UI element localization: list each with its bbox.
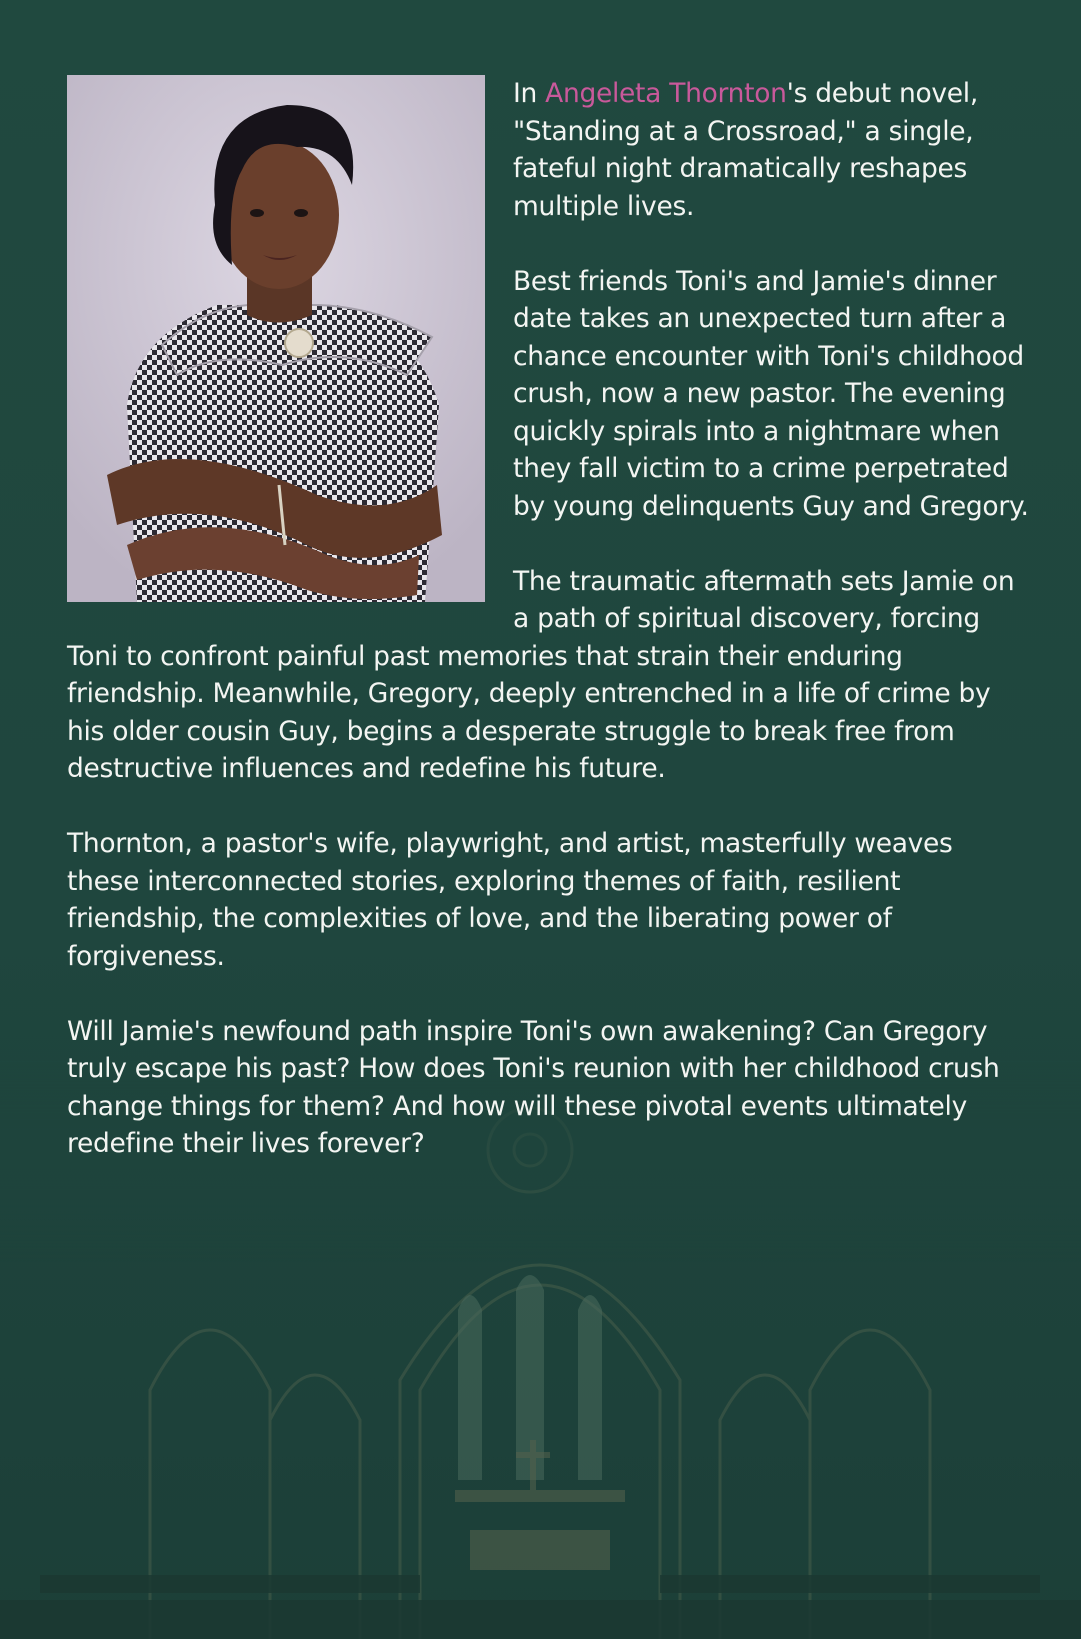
intro-suffix: 's debut novel, "Standing at a Crossroad," a single, fateful night dramatically reshapes multiple lives. [513, 78, 978, 222]
book-description [67, 75, 1032, 1163]
paragraph-questions: Will Jamie's newfound path inspire Toni's own awakening? Can Gregory truly escape his past? How does Toni's reunion with her childhood crush change things for them? And how will these pivotal events ultimately redefine their lives forever? [67, 1015, 1000, 1159]
paragraph-aftermath: The traumatic aftermath sets Jamie on a path of spiritual discovery, forcing Toni to confront painful past memories that strain their enduring friendship. Meanwhile, Gregory, deeply entrenched in a life of crime by his older cousin Guy, begins a desperate struggle to break free from destructive influences and redefine his future. [67, 565, 1015, 784]
author-portrait-illustration [67, 75, 485, 602]
paragraph-about-author: Thornton, a pastor's wife, playwright, and artist, masterfully weaves these interconnected stories, exploring themes of faith, resilient friendship, the complexities of love, and the liberating power of forgiveness. [67, 828, 953, 972]
intro-prefix: In [513, 78, 546, 109]
author-portrait [67, 75, 485, 602]
paragraph-dinner-date: Best friends Toni's and Jamie's dinner date takes an unexpected turn after a chance encounter with Toni's childhood crush, now a new pastor. The evening quickly spirals into a nightmare when they fall victim to a crime perpetrated by young delinquents Guy and Gregory. [513, 265, 1029, 522]
author-name: Angeleta Thornton [545, 78, 787, 109]
